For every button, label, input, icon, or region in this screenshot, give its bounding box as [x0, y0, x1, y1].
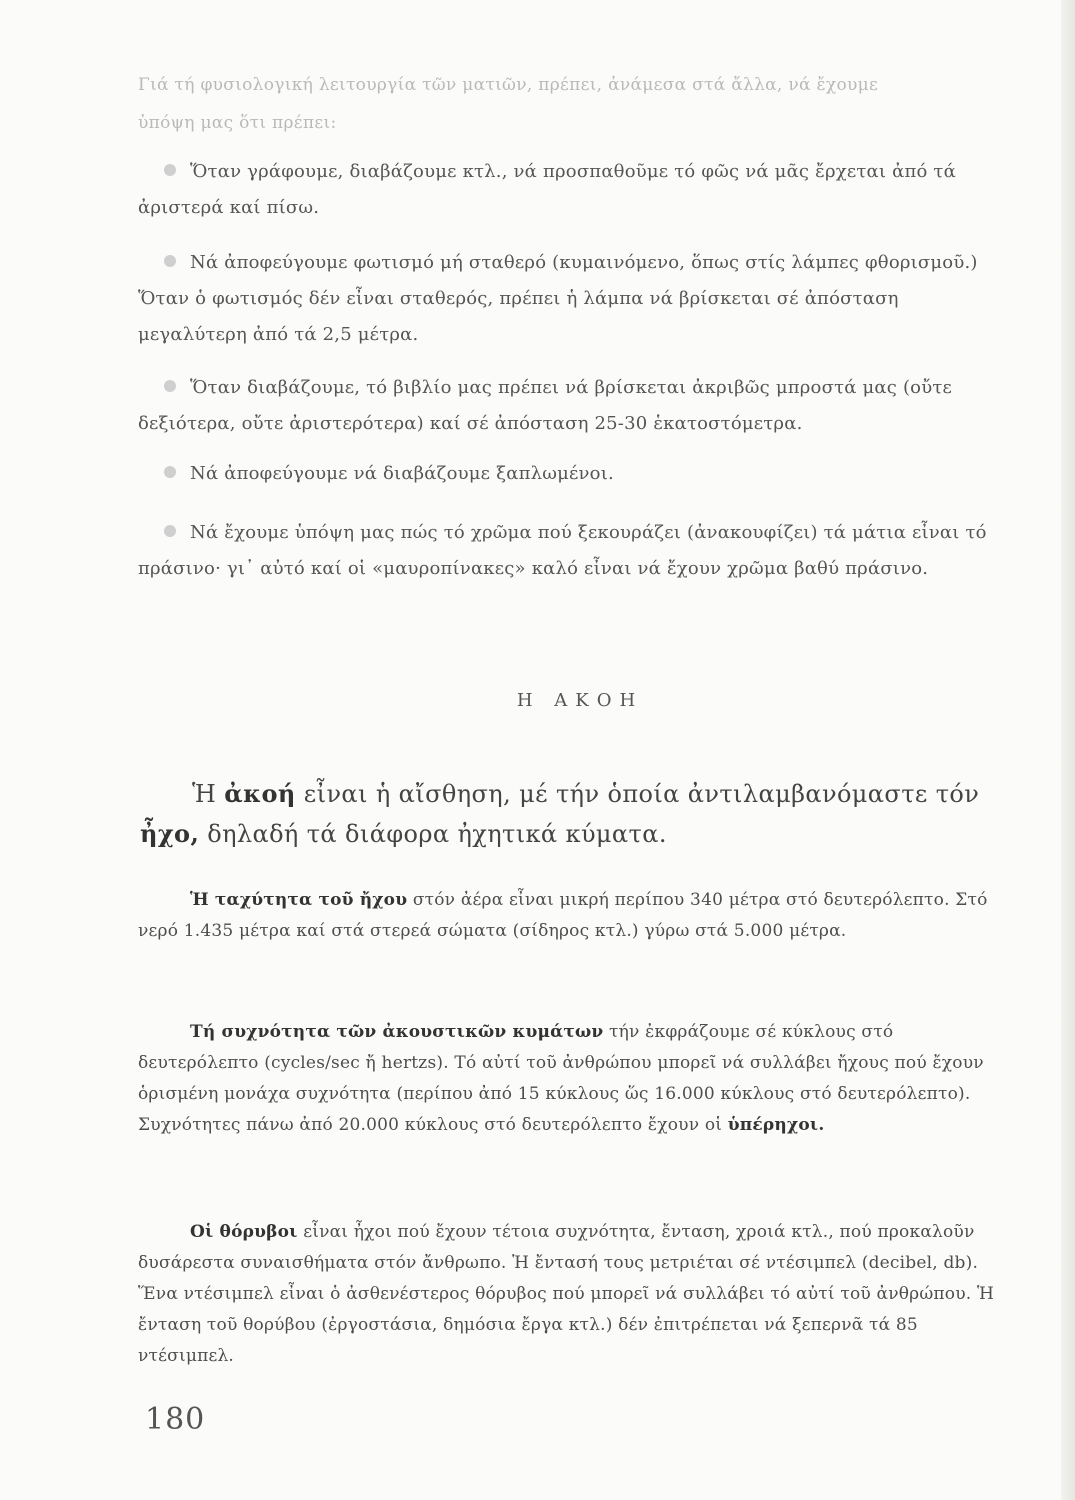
bullet-text: Νά ἀποφεύγουμε νά διαβάζουμε ξαπλωμένοι. — [190, 463, 614, 484]
bullet-text: Νά ἀποφεύγουμε φωτισμό μή σταθερό (κυμαινόμενο, ὅπως στίς λάμπες φθορισμοῦ.) Ὅταν ὁ φωτισμός δέν εἶναι σταθερός, πρέπει ἡ λάμπα νά βρίσκεται σέ ἀπόσταση μεγαλύτερη ἀπό τά 2,5 μέτρα. — [138, 252, 978, 345]
bullet-item — [138, 456, 993, 492]
bullet-dot-icon — [164, 255, 176, 267]
para3-bold-term: Οἱ θόρυβοι — [190, 1222, 298, 1242]
lead-bold-term-1: ἀκοή — [224, 779, 296, 808]
para3-text: εἶναι ἦχοι πού ἔχουν τέτοια συχνότητα, ἔνταση, χροιά κτλ., πού προκαλοῦν δυσάρεστα συναισθήματα στόν ἄνθρωπο. Ἡ ἔντασή τους μετριέται σέ ντέσιμπελ (decibel, db). Ἕνα ντέσιμπελ εἶναι ὁ ἀσθενέστερος θόρυβος πού μπορεῖ νά συλλάβει τό αὐτί τοῦ ἀνθρώπου. Ἡ ἔνταση τοῦ θορύβου (ἐργοστάσια, δημόσια ἔργα κτλ.) δέν ἐπιτρέπεται νά ξεπερνᾶ τά 85 ντέσιμπελ. — [138, 1222, 995, 1366]
bullet-dot-icon — [164, 164, 176, 176]
page-edge — [1061, 0, 1075, 1500]
lead-pre: Ἡ — [192, 780, 225, 808]
para1-text: στόν ἀέρα εἶναι μικρή περίπου 340 μέτρα στό δευτερόλεπτο. Στό νερό 1.435 μέτρα καί στά στερεά σώματα (σίδηρος κτλ.) γύρω στά 5.000 μέτρα. — [138, 890, 988, 941]
paragraph-noise — [138, 1217, 1000, 1372]
intro-paragraph — [138, 66, 988, 142]
section-title: Η ΑΚΟΗ — [516, 690, 644, 711]
bullet-item — [138, 370, 993, 442]
lead-paragraph — [140, 774, 1000, 854]
bullet-item — [138, 515, 993, 587]
intro-line-1: Γιά τή φυσιολογική λειτουργία τῶν ματιῶν, πρέπει, ἀνάμεσα στά ἄλλα, νά ἔχουμε — [138, 75, 879, 95]
bullet-item — [138, 245, 993, 353]
bullet-dot-icon — [164, 380, 176, 392]
bullet-item — [138, 154, 993, 226]
paragraph-frequency — [138, 1017, 1000, 1141]
para2-bold-term: Τή συχνότητα τῶν ἀκουστικῶν κυμάτων — [190, 1022, 604, 1042]
paragraph-sound-speed — [138, 885, 1000, 947]
page-number: 180 — [145, 1402, 206, 1437]
para2-text: τήν ἐκφράζουμε σέ κύκλους στό δευτερόλεπτο (cycles/sec ἤ hertzs). Τό αὐτί τοῦ ἀνθρώπου μπορεῖ νά συλλάβει ἤχους πού ἔχουν ὁρισμένη μονάχα συχνότητα (περίπου ἀπό 15 κύκλους ὥς 16.000 κύκλους στό δευτερόλεπτο). Συχνότητες πάνω ἀπό 20.000 κύκλους στό δευτερόλεπτο ἔχουν οἱ — [138, 1022, 984, 1135]
lead-bold-term-2: ἦχο, — [140, 819, 200, 848]
lead-mid: εἶναι ἡ αἴσθηση, μέ τήν ὁποία ἀντιλαμβανόμαστε τόν — [295, 780, 980, 808]
bullet-text: Νά ἔχουμε ὑπόψη μας πώς τό χρῶμα πού ξεκουράζει (ἀνακουφίζει) τά μάτια εἶναι τό πράσινο· γι᾿ αὐτό καί οἱ «μαυροπίνακες» καλό εἶναι νά ἔχουν χρῶμα βαθύ πράσινο. — [138, 522, 987, 579]
bullet-text: Ὅταν γράφουμε, διαβάζουμε κτλ., νά προσπαθοῦμε τό φῶς νά μᾶς ἔρχεται ἀπό τά ἀριστερά καί πίσω. — [138, 161, 956, 218]
bullet-text: Ὅταν διαβάζουμε, τό βιβλίο μας πρέπει νά βρίσκεται ἀκριβῶς μπροστά μας (οὔτε δεξιότερα, οὔτε ἀριστερότερα) καί σέ ἀπόσταση 25-30 ἑκατοστόμετρα. — [138, 377, 953, 434]
bullet-dot-icon — [164, 466, 176, 478]
lead-post: δηλαδή τά διάφορα ἠχητικά κύματα. — [199, 820, 667, 848]
intro-line-2: ὑπόψη μας ὅτι πρέπει: — [138, 113, 337, 133]
bullet-dot-icon — [164, 525, 176, 537]
para2-bold-end: ὑπέρηχοι. — [727, 1115, 825, 1135]
para1-bold-term: Ἡ ταχύτητα τοῦ ἤχου — [190, 890, 408, 910]
